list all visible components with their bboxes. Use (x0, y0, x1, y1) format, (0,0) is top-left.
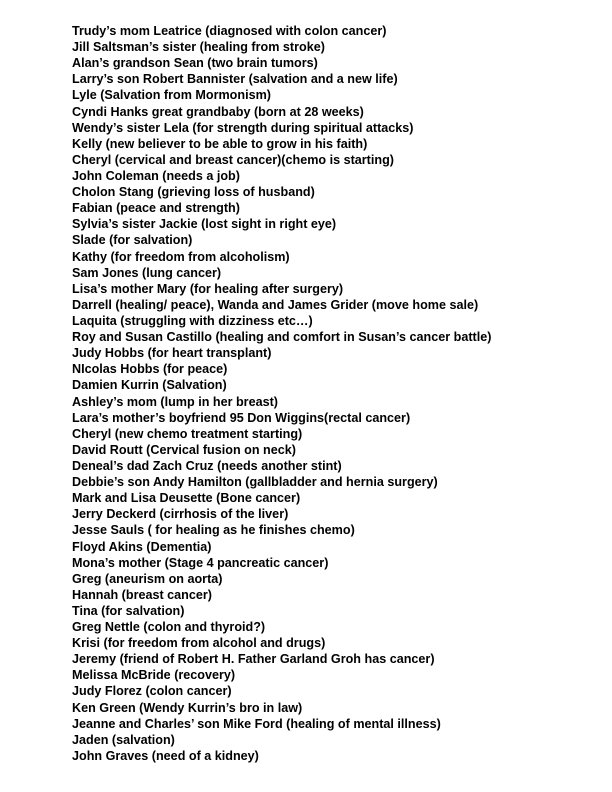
list-item: Lisa’s mother Mary (for healing after surgery) (72, 281, 344, 296)
list-item: Judy Hobbs (for heart transplant) (72, 346, 272, 361)
list-item: Slade (for salvation) (72, 233, 193, 248)
list-item: Mark and Lisa Deusette (Bone cancer) (72, 491, 301, 506)
list-item: Sam Jones (lung cancer) (72, 265, 222, 280)
list-item: Trudy’s mom Leatrice (diagnosed with colon cancer) (72, 24, 387, 38)
list-item: Jill Saltsman’s sister (healing from stroke) (72, 40, 325, 55)
list-item: Jesse Sauls ( for healing as he finishes chemo) (72, 523, 355, 538)
list-item: Judy Florez (colon cancer) (72, 684, 232, 699)
list-item: Fabian (peace and strength) (72, 201, 240, 216)
list-item: Cholon Stang (grieving loss of husband) (72, 185, 315, 200)
list-item: Larry’s son Robert Bannister (salvation and a new life) (72, 72, 398, 87)
prayer-request-list (72, 23, 602, 764)
list-item: Mona’s mother (Stage 4 pancreatic cancer) (72, 555, 329, 570)
list-item: Darrell (healing/ peace), Wanda and James Grider (move home sale) (72, 297, 479, 312)
list-item: Lara’s mother’s boyfriend 95 Don Wiggins(rectal cancer) (72, 410, 411, 425)
list-item: Ashley’s mom (lump in her breast) (72, 394, 278, 409)
list-item: Kelly (new believer to be able to grow in his faith) (72, 136, 368, 151)
list-item: Ken Green (Wendy Kurrin’s bro in law) (72, 700, 303, 715)
list-item: Jaden (salvation) (72, 732, 175, 747)
list-item: Laquita (struggling with dizziness etc…) (72, 313, 313, 328)
list-item: Debbie’s son Andy Hamilton (gallbladder and hernia surgery) (72, 475, 438, 490)
list-item: Floyd Akins (Dementia) (72, 539, 212, 554)
list-item: Lyle (Salvation from Mormonism) (72, 88, 271, 103)
list-item: Cyndi Hanks great grandbaby (born at 28 weeks) (72, 104, 364, 119)
list-item: Krisi (for freedom from alcohol and drugs) (72, 636, 326, 651)
list-item: David Routt (Cervical fusion on neck) (72, 442, 296, 457)
list-item: NIcolas Hobbs (for peace) (72, 362, 228, 377)
list-item: Roy and Susan Castillo (healing and comfort in Susan’s cancer battle) (72, 330, 492, 345)
list-item: Sylvia’s sister Jackie (lost sight in right eye) (72, 217, 337, 232)
list-item: Wendy’s sister Lela (for strength during spiritual attacks) (72, 120, 414, 135)
list-item: Cheryl (cervical and breast cancer)(chemo is starting) (72, 152, 394, 167)
list-item: Kathy (for freedom from alcoholism) (72, 249, 290, 264)
list-item: Melissa McBride (recovery) (72, 668, 236, 683)
list-item: Jeremy (friend of Robert H. Father Garland Groh has cancer) (72, 652, 435, 667)
list-item: Greg Nettle (colon and thyroid?) (72, 620, 266, 635)
list-item: Damien Kurrin (Salvation) (72, 378, 227, 393)
list-item: Deneal’s dad Zach Cruz (needs another stint) (72, 458, 342, 473)
list-item: Jerry Deckerd (cirrhosis of the liver) (72, 507, 289, 522)
list-item: Hannah (breast cancer) (72, 587, 212, 602)
list-item: Cheryl (new chemo treatment starting) (72, 426, 303, 441)
list-item: John Coleman (needs a job) (72, 168, 240, 183)
list-item: Greg (aneurism on aorta) (72, 571, 223, 586)
list-item: Jeanne and Charles’ son Mike Ford (healing of mental illness) (72, 716, 441, 731)
list-item: Tina (for salvation) (72, 603, 185, 618)
list-item: John Graves (need of a kidney) (72, 748, 259, 763)
list-item: Alan’s grandson Sean (two brain tumors) (72, 56, 318, 71)
